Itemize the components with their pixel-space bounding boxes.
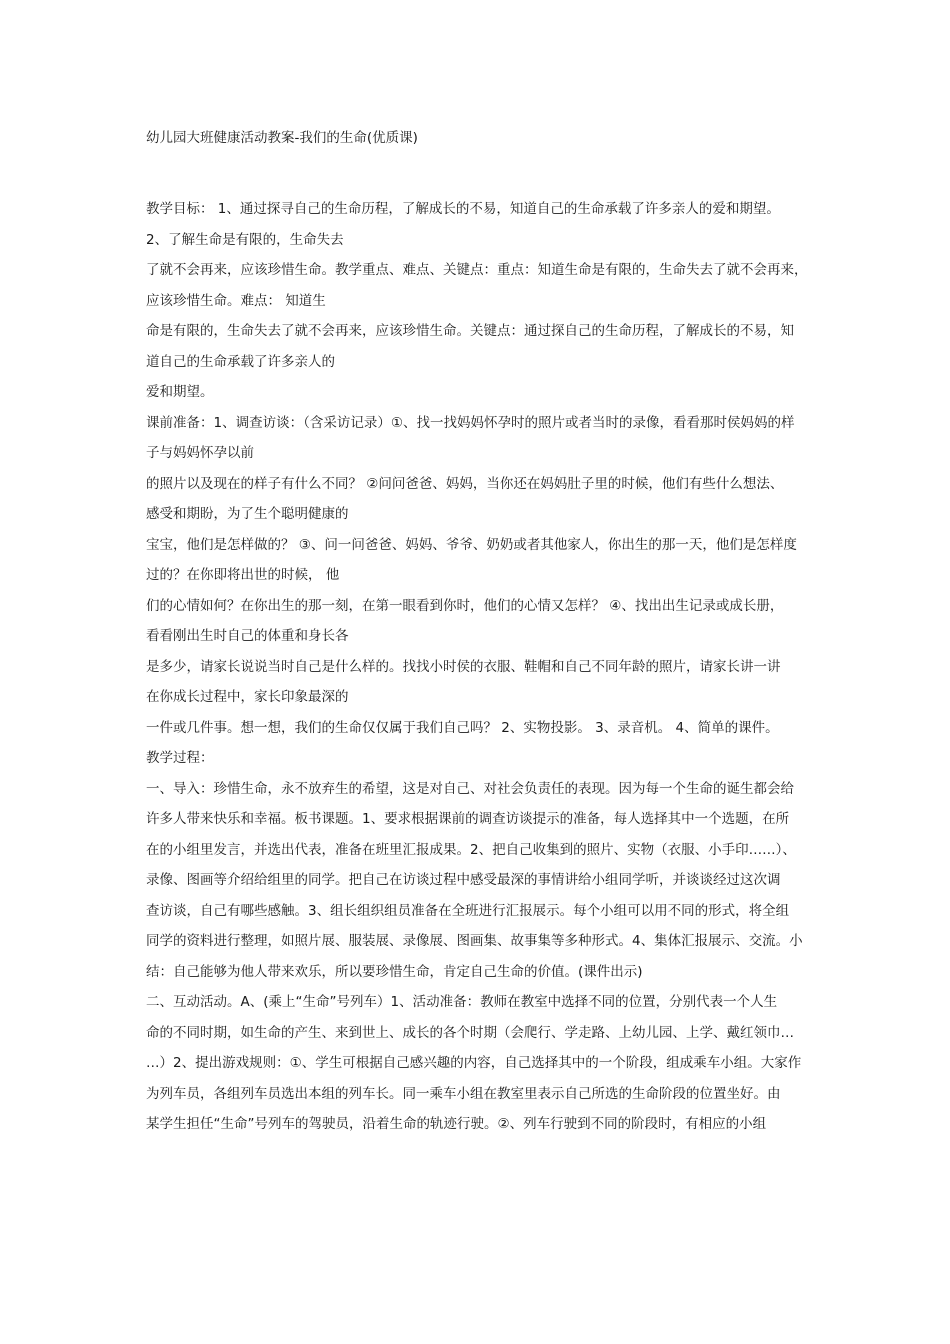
document-title: 幼儿园大班健康活动教案-我们的生命(优质课) [146, 130, 418, 146]
text-line: 的照片以及现在的样子有什么不同？ ②问问爸爸、妈妈，当你还在妈妈肚子里的时候，他们有些什么想法、 [146, 475, 784, 492]
text-line: 爱和期望。 [146, 384, 214, 400]
text-line: 应该珍惜生命。难点： 知道生 [146, 292, 326, 309]
text-line: 感受和期盼，为了生个聪明健康的 [146, 506, 349, 522]
text-line: 们的心情如何？在你出生的那一刻，在第一眼看到你时，他们的心情又怎样？ ④、找出出生记录或成长册， [146, 597, 784, 614]
text-line: 教学过程： [146, 750, 214, 766]
text-line: 录像、图画等介绍给组里的同学。把自己在访谈过程中感受最深的事情讲给小组同学听，并谈谈经过这次调 [146, 872, 781, 888]
text-line: 子与妈妈怀孕以前 [146, 445, 254, 461]
document-body [146, 194, 816, 1140]
text-line: 一件或几件事。想一想，我们的生命仅仅属于我们自己吗？ 2、实物投影。 3、录音机。 4、简单的课件。 [146, 719, 779, 736]
text-line: 看看刚出生时自己的体重和身长各 [146, 628, 349, 644]
text-line: 许多人带来快乐和幸福。板书课题。1、要求根据课前的调查访谈提示的准备，每人选择其中一个选题，在所 [146, 811, 790, 827]
text-line: 结：自己能够为他人带来欢乐，所以要珍惜生命，肯定自己生命的价值。(课件出示) [146, 963, 643, 980]
text-line: 在的小组里发言，并选出代表，准备在班里汇报成果。2、把自己收集到的照片、实物（衣服、小手印……）、 [146, 841, 796, 858]
text-line: 查访谈，自己有哪些感触。3、组长组织组员准备在全班进行汇报展示。每个小组可以用不同的形式，将全组 [146, 902, 790, 919]
text-line: 宝宝，他们是怎样做的？ ③、问一问爸爸、妈妈、爷爷、奶奶或者其他家人，你出生的那一天，他们是怎样度 [146, 536, 797, 553]
text-line: 为列车员，各组列车员选出本组的列车长。同一乘车小组在教室里表示自己所选的生命阶段的位置坐好。由 [146, 1085, 781, 1102]
text-line: 在你成长过程中，家长印象最深的 [146, 689, 349, 705]
text-line: 了就不会再来，应该珍惜生命。教学重点、难点、关键点：重点：知道生命是有限的，生命失去了就不会再来， [146, 262, 808, 278]
text-line: 二、互动活动。A、(乘上“生命”号列车）1、活动准备：教师在教室中选择不同的位置，分别代表一个人生 [146, 994, 778, 1010]
text-line: 是多少，请家长说说当时自己是什么样的。找找小时侯的衣服、鞋帽和自己不同年龄的照片，请家长讲一讲 [146, 658, 781, 675]
text-line: 命的不同时期，如生命的产生、来到世上、成长的各个时期（会爬行、学走路、上幼儿园、上学、戴红领巾… [146, 1024, 794, 1041]
text-line: 一、导入：珍惜生命，永不放弃生的希望，这是对自己、对社会负责任的表现。因为每一个生命的诞生都会给 [146, 780, 794, 797]
text-line: …）2、提出游戏规则：①、学生可根据自己感兴趣的内容，自己选择其中的一个阶段，组成乘车小组。大家作 [146, 1055, 802, 1071]
text-line: 教学目标： 1、通过探寻自己的生命历程，了解成长的不易，知道自己的生命承载了许多亲人的爱和期望。 [146, 201, 780, 217]
text-line: 2、了解生命是有限的，生命失去 [146, 231, 344, 248]
text-line: 课前准备：1、调查访谈：（含采访记录）①、找一找妈妈怀孕时的照片或者当时的录像，看看那时侯妈妈的样 [146, 414, 795, 431]
text-line: 道自己的生命承载了许多亲人的 [146, 353, 335, 370]
text-line: 某学生担任“生命”号列车的驾驶员，沿着生命的轨迹行驶。②、列车行驶到不同的阶段时，有相应的小组 [146, 1116, 767, 1132]
text-line: 同学的资料进行整理，如照片展、服装展、录像展、图画集、故事集等多种形式。4、集体汇报展示、交流。小 [146, 933, 803, 949]
text-line: 命是有限的，生命失去了就不会再来，应该珍惜生命。关键点：通过探自己的生命历程，了解成长的不易，知 [146, 323, 794, 339]
text-line: 过的？在你即将出世的时候， 他 [146, 567, 340, 583]
